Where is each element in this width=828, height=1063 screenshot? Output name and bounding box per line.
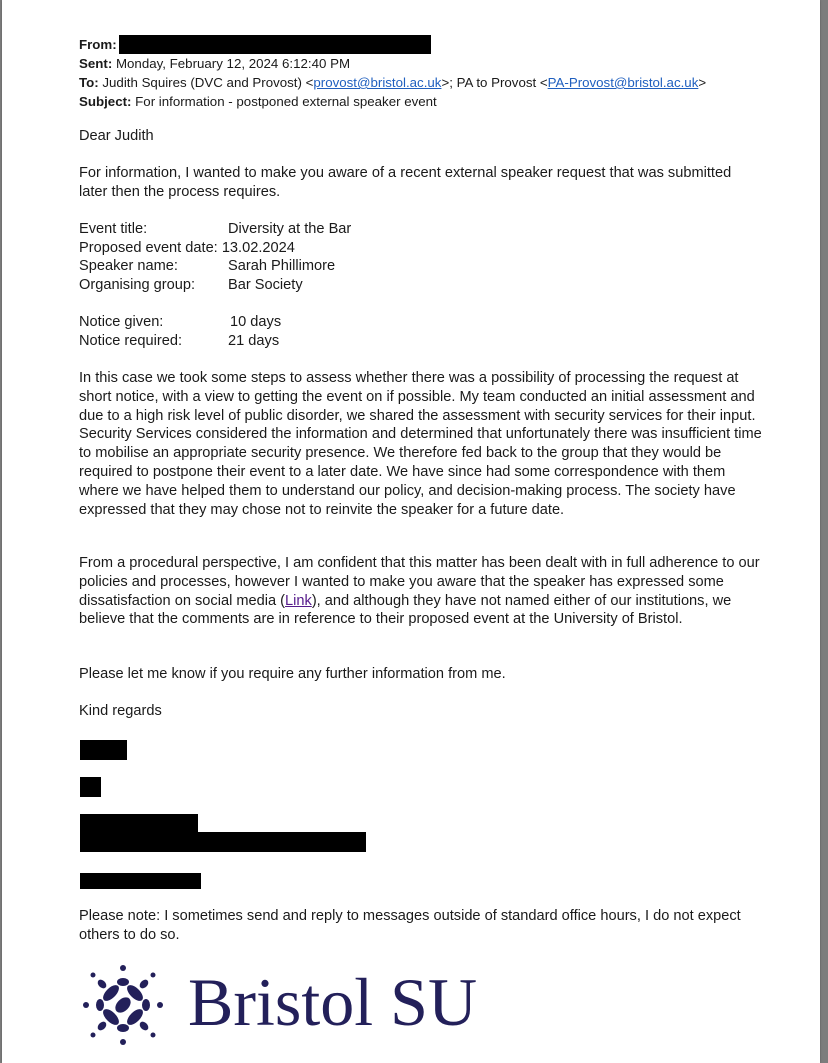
notice-value: 21 days bbox=[228, 333, 280, 349]
logo-wordmark: Bristol SU bbox=[188, 964, 478, 1040]
redacted-signature-title-a bbox=[80, 814, 198, 834]
detail-row bbox=[79, 257, 335, 276]
redacted-signature-initial bbox=[80, 777, 101, 797]
detail-label: Proposed event date: bbox=[79, 240, 218, 256]
detail-row bbox=[79, 239, 295, 258]
sent-value: Monday, February 12, 2024 6:12:40 PM bbox=[115, 56, 351, 71]
notice-label: Notice required: bbox=[79, 333, 183, 349]
procedural-paragraph bbox=[79, 554, 765, 629]
redacted-signature-contact bbox=[80, 873, 201, 889]
detail-value: Sarah Phillimore bbox=[228, 258, 336, 274]
subject-value: For information - postponed external speaker event bbox=[135, 94, 437, 109]
pa-provost-email-link[interactable]: PA-Provost@bristol.ac.uk bbox=[547, 75, 699, 90]
signoff: Kind regards bbox=[79, 703, 162, 719]
bristol-su-flower-logo-icon bbox=[78, 960, 168, 1050]
notice-value: 10 days bbox=[230, 314, 282, 330]
detail-row bbox=[79, 276, 303, 295]
closing-request: Please let me know if you require any further information from me. bbox=[79, 666, 506, 682]
provost-email-link[interactable]: provost@bristol.ac.uk bbox=[313, 75, 442, 90]
sent-line bbox=[79, 54, 350, 73]
detail-value: 13.02.2024 bbox=[221, 240, 295, 256]
notice-row bbox=[79, 313, 281, 332]
bristol-su-logo bbox=[78, 960, 498, 1050]
to-recipient-1: Judith Squires (DVC and Provost) < bbox=[102, 75, 314, 90]
detail-label: Speaker name: bbox=[79, 258, 178, 274]
to-separator: >; PA to Provost < bbox=[441, 75, 548, 90]
subject-line bbox=[79, 92, 437, 111]
from-line bbox=[79, 35, 117, 54]
redacted-signature-title-b bbox=[80, 832, 366, 852]
assessment-paragraph: In this case we took some steps to assess whether there was a possibility of processing the request at short notice, with a view to getting the event on if possible. My team conducted an initial assessment and due to a high risk level of public disorder, we shared the assessment with security services for their input. Security Services considered the information and determined that unfortunately there was insufficient time to mobilise an appropriate security presence. We therefore fed back to the group that they would be required to postpone their event to a later date. We have since had some correspondence with them where we have helped them to understand our policy, and decision-making process. The society have expressed that they may chose not to reinvite the speaker for a future date. bbox=[79, 370, 762, 518]
notice-row bbox=[79, 332, 279, 351]
procedural-text-b: ), and although they have not named either of our institutions, we believe that the comments are in reference to their proposed event at the University of Bristol. bbox=[79, 592, 732, 628]
notice-label: Notice given: bbox=[79, 314, 164, 330]
procedural-text-a: From a procedural perspective, I am confident that this matter has been dealt with in full adherence to our policies and processes, however I wanted to make you aware that the speaker has expressed some dissatisfaction on social media ( bbox=[79, 555, 760, 609]
social-media-link[interactable]: Link bbox=[285, 592, 312, 609]
intro-paragraph: For information, I wanted to make you aware of a recent external speaker request that was submitted later then the process requires. bbox=[79, 165, 732, 200]
subject-label: Subject: bbox=[79, 94, 132, 109]
sent-label: Sent: bbox=[79, 56, 113, 71]
redacted-signature-name bbox=[80, 740, 127, 760]
redacted-sender bbox=[119, 35, 431, 54]
detail-label: Organising group: bbox=[79, 277, 196, 293]
email-page bbox=[2, 0, 820, 1063]
detail-value: Diversity at the Bar bbox=[228, 221, 352, 237]
footer-note: Please note: I sometimes send and reply to messages outside of standard office hours, I do not expect others to do so. bbox=[79, 908, 741, 943]
to-line bbox=[79, 73, 706, 92]
detail-row bbox=[79, 220, 351, 239]
detail-label: Event title: bbox=[79, 221, 148, 237]
to-end: > bbox=[698, 75, 707, 90]
greeting: Dear Judith bbox=[79, 128, 154, 144]
detail-value: Bar Society bbox=[228, 277, 303, 293]
from-label: From: bbox=[79, 37, 117, 52]
to-label: To: bbox=[79, 75, 99, 90]
